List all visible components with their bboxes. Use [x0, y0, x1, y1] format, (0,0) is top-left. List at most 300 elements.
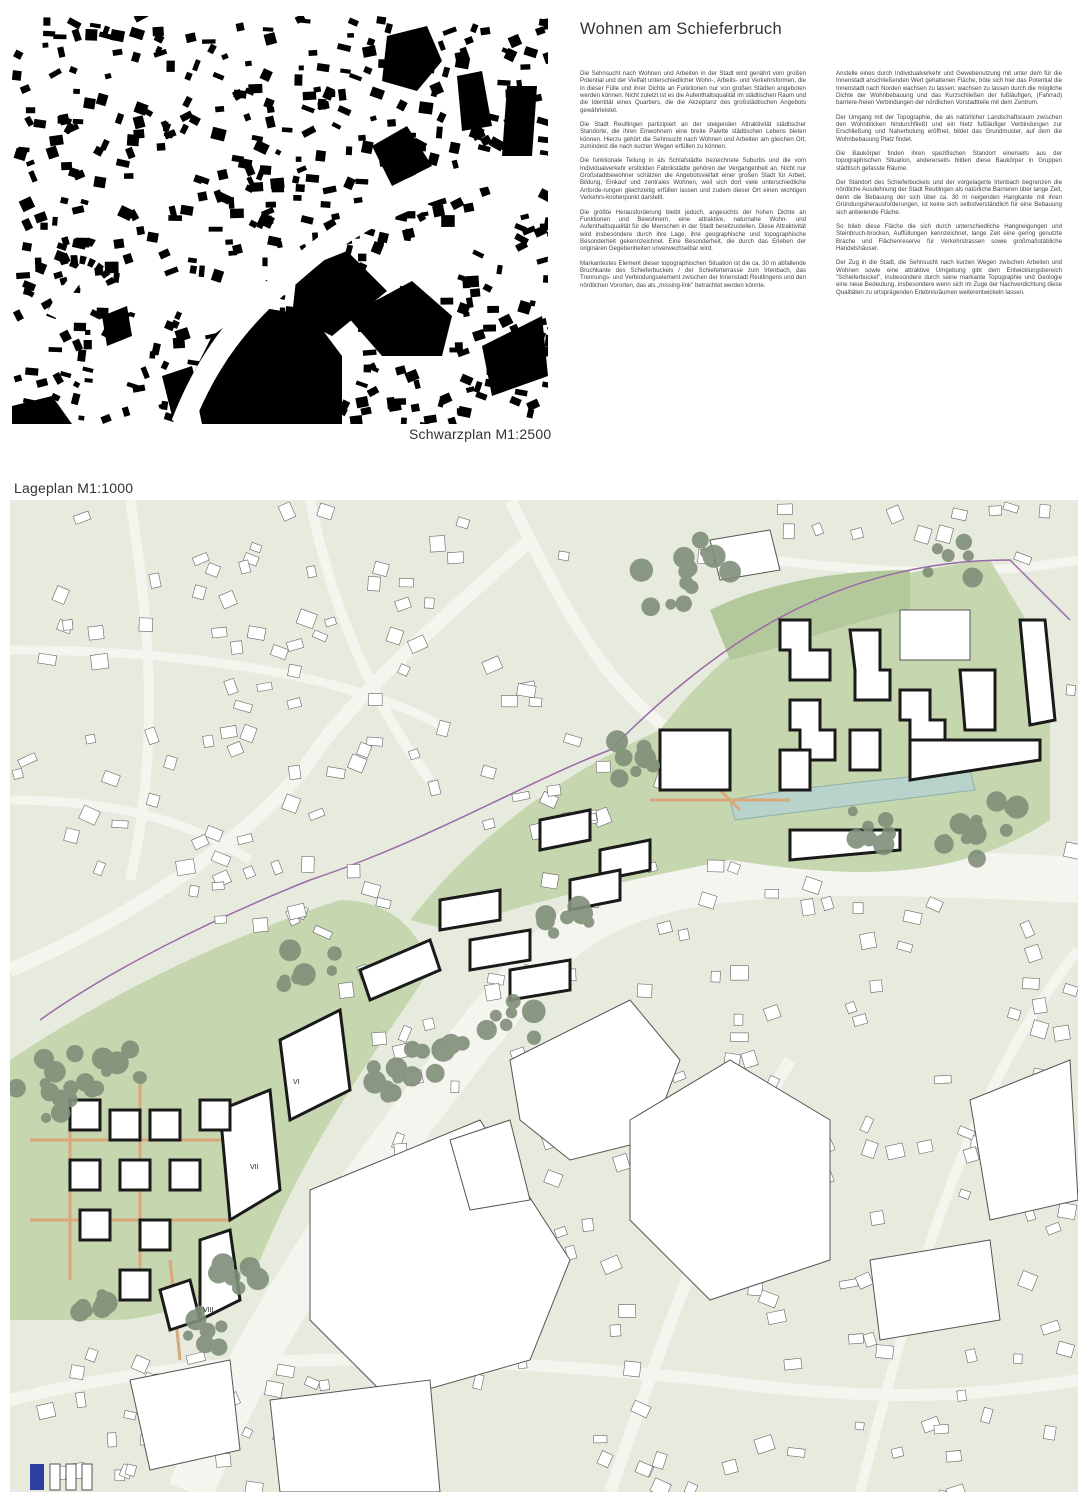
- building-footprint: [440, 298, 453, 305]
- building-footprint: [455, 56, 470, 70]
- building-footprint: [413, 380, 420, 390]
- building-footprint: [306, 174, 320, 183]
- building-footprint: [131, 52, 141, 63]
- building-footprint: [337, 105, 351, 116]
- house: [212, 627, 228, 638]
- house: [529, 697, 542, 706]
- building-footprint: [180, 205, 194, 216]
- house: [501, 695, 517, 706]
- building-footprint: [293, 195, 301, 201]
- building-footprint: [35, 258, 42, 270]
- building-footprint: [158, 248, 171, 259]
- building-footprint: [52, 217, 58, 226]
- tree: [873, 834, 894, 855]
- building-footprint: [202, 39, 216, 44]
- tree: [490, 1010, 502, 1022]
- house: [176, 859, 196, 876]
- tree: [34, 1049, 54, 1069]
- building-footprint: [127, 134, 140, 146]
- house: [487, 973, 505, 985]
- building-footprint: [161, 361, 170, 371]
- building-footprint: [472, 249, 484, 258]
- house: [301, 856, 314, 872]
- house: [517, 683, 537, 697]
- building-footprint: [100, 414, 111, 424]
- building-footprint: [282, 127, 293, 132]
- building-footprint: [264, 32, 278, 46]
- building-footprint: [13, 50, 23, 60]
- house: [399, 578, 413, 587]
- house: [107, 1433, 116, 1447]
- building-footprint: [294, 74, 302, 85]
- building-footprint: [276, 241, 282, 248]
- building-footprint: [129, 27, 145, 40]
- building-footprint: [251, 135, 263, 142]
- tree: [196, 1335, 214, 1353]
- paragraph: Der Umgang mit der Topographie, die als natürlicher Landschaftsraum zwischen den Wohnblicken hindurchfließt und ein Netz fußläufiger Verbindungen zur Erschließung und Naherholung eröffnet, bildet das Grundmuster, auf dem die Wohnbebauung Platz findet.: [836, 113, 1062, 143]
- building-footprint: [147, 232, 159, 243]
- house: [637, 984, 652, 998]
- building-footprint: [184, 72, 192, 81]
- building-footprint: [267, 106, 275, 113]
- building-footprint: [363, 66, 372, 75]
- building-footprint: [67, 17, 82, 29]
- house: [623, 1361, 641, 1377]
- house: [264, 1381, 283, 1398]
- building-footprint: [189, 265, 197, 274]
- building-footprint: [185, 32, 197, 43]
- tree: [402, 1066, 422, 1086]
- building-footprint: [526, 399, 540, 411]
- building-footprint: [211, 269, 224, 283]
- house: [247, 626, 266, 641]
- tree: [293, 963, 316, 986]
- building-footprint: [238, 158, 253, 170]
- building-footprint: [73, 119, 84, 124]
- tree: [477, 1020, 497, 1040]
- building-footprint: [16, 272, 30, 279]
- site-plan-map: [10, 500, 1078, 1492]
- building-footprint: [199, 265, 205, 277]
- tree: [506, 994, 521, 1009]
- building-footprint: [104, 73, 111, 79]
- paragraph: Der Zug in die Stadt, die Sehnsucht nach kurzen Wegen zwischen Arbeiten und Wohnen sowie eine attraktive Umgebung gibt dem Entwicklungsbereich "Schieferbuckel", insbesondere durch seine markante Topographie und Geologie eine neue Bedeutung, insbesondere wenn sich im Zuge der Nachverdichtung diese Qualitäten zu ortsprägenden Erlebnisräumen weiterentwickeln lassen.: [836, 259, 1062, 296]
- house: [230, 641, 243, 655]
- building-footprint: [498, 314, 513, 329]
- building-footprint: [270, 177, 285, 189]
- house: [707, 860, 724, 872]
- building-footprint: [401, 417, 407, 424]
- house: [423, 1018, 436, 1031]
- building-footprint: [346, 146, 353, 155]
- building-footprint: [295, 184, 304, 192]
- tree: [455, 1036, 470, 1051]
- building-footprint: [230, 209, 244, 219]
- building-footprint: [24, 116, 34, 127]
- building-footprint: [360, 407, 371, 416]
- building-footprint: [387, 397, 396, 410]
- building-footprint: [322, 86, 335, 101]
- building-footprint: [69, 66, 78, 74]
- house: [212, 882, 224, 890]
- building-footprint: [515, 389, 528, 397]
- tree: [84, 1081, 100, 1097]
- building-footprint: [358, 254, 366, 262]
- building-footprint: [358, 135, 366, 141]
- building-footprint: [463, 202, 474, 212]
- building-footprint: [318, 99, 327, 110]
- building-footprint: [141, 366, 150, 379]
- building-footprint: [466, 275, 479, 287]
- tree: [583, 917, 594, 928]
- house: [12, 768, 23, 779]
- house: [75, 1392, 86, 1408]
- building-footprint: [547, 325, 548, 333]
- tree: [133, 1071, 145, 1083]
- building-footprint: [370, 86, 385, 99]
- building-footprint: [43, 17, 50, 25]
- building-footprint: [58, 116, 66, 124]
- building-footprint: [248, 84, 262, 94]
- tree: [527, 1031, 541, 1045]
- tree: [692, 532, 709, 549]
- building-footprint: [93, 176, 106, 188]
- tree: [560, 910, 574, 924]
- building-footprint: [418, 101, 433, 114]
- building-footprint: [387, 119, 396, 127]
- house: [876, 1345, 894, 1360]
- tree: [535, 905, 556, 926]
- building-footprint: [78, 415, 84, 420]
- house: [853, 903, 863, 914]
- house: [1057, 1202, 1076, 1219]
- tree: [986, 791, 1006, 811]
- house: [765, 890, 779, 899]
- building-footprint: [60, 197, 69, 205]
- tree: [942, 549, 955, 562]
- building-footprint: [303, 91, 317, 100]
- building-footprint: [49, 135, 64, 147]
- paragraph: Die Sehnsucht nach Wohnen und Arbeiten in der Stadt wird genährt vom großen Potential und der Vielfalt unterschiedlicher Wohn-, Arbeits- und Verkehrsformen, die in dieser Fülle und ihrer Dichte an Funktionen nur von großen Städten angeboten werden können. Nicht zuletzt ist es die Aufenthaltsqualität im städtischen Raum und die Identität eines Quartiers, die die Akzeptanz des großstädtischen Angebots gewährleistet.: [580, 70, 806, 114]
- building-footprint: [538, 188, 548, 202]
- building-footprint: [458, 406, 472, 418]
- house: [220, 725, 237, 739]
- tree: [384, 1084, 402, 1102]
- tree: [500, 1019, 512, 1031]
- building-footprint: [26, 107, 35, 113]
- building-footprint: [260, 68, 273, 82]
- building-footprint: [543, 275, 548, 283]
- building-footprint: [34, 211, 48, 223]
- building-footprint: [363, 349, 377, 356]
- building-footprint: [136, 226, 145, 235]
- building-footprint: [112, 49, 122, 56]
- building-footprint: [470, 23, 478, 33]
- tree: [940, 834, 950, 844]
- tree: [66, 1045, 83, 1062]
- house: [859, 932, 876, 950]
- building-footprint: [396, 99, 408, 111]
- building-footprint: [480, 27, 490, 35]
- building-footprint: [110, 29, 125, 42]
- house: [957, 1390, 967, 1402]
- house: [1039, 504, 1050, 518]
- tree: [426, 1064, 445, 1083]
- tree: [1000, 824, 1013, 837]
- tree: [183, 1331, 193, 1341]
- tree: [124, 1044, 136, 1056]
- paragraph: Die Stadt Reutlingen partizipiert an der steigenden Attraktivität städtischer Standorte, die ihren Einwohnern eine breite Palette städtischen Lebens bieten können. Hierzu gehört die Sehnsucht nach Wohnen und Arbeiten am gleichen Ort, zumindest die nach kurzen Wegen erfüllen zu können.: [580, 121, 806, 151]
- house: [848, 1334, 863, 1344]
- tree: [862, 821, 874, 833]
- building-footprint: [210, 127, 226, 142]
- building-footprint: [356, 380, 369, 388]
- tree: [208, 1263, 229, 1284]
- building-footprint: [301, 126, 316, 138]
- building-footprint: [245, 61, 252, 67]
- storey-label-vi: VI: [293, 1079, 300, 1086]
- building-footprint: [115, 113, 124, 125]
- building-footprint: [483, 325, 496, 332]
- building-footprint: [411, 403, 420, 412]
- tree: [932, 543, 943, 554]
- tree: [923, 567, 934, 578]
- building-footprint: [133, 115, 146, 129]
- building-footprint: [523, 46, 538, 58]
- house: [1066, 685, 1076, 696]
- large-buildings: [12, 26, 548, 424]
- house: [547, 785, 561, 797]
- building-footprint: [509, 396, 522, 407]
- building-footprint: [376, 16, 386, 25]
- house: [347, 864, 360, 878]
- building-footprint: [192, 59, 201, 71]
- building-footprint: [508, 34, 523, 48]
- tree: [327, 946, 342, 961]
- tree: [522, 999, 546, 1023]
- building-footprint: [466, 386, 475, 393]
- lageplan-site-plan: [10, 500, 1078, 1492]
- house: [368, 576, 381, 591]
- building-footprint: [113, 238, 124, 248]
- building-footprint: [436, 112, 446, 123]
- tree: [548, 927, 559, 938]
- building-footprint: [174, 311, 182, 320]
- building-footprint: [520, 213, 529, 220]
- building-footprint: [149, 351, 155, 359]
- building-footprint: [90, 23, 101, 29]
- building-footprint: [166, 61, 174, 72]
- building-footprint: [225, 239, 233, 245]
- house: [306, 566, 316, 578]
- building-footprint: [53, 34, 66, 39]
- building-footprint: [355, 179, 368, 185]
- house: [784, 1358, 802, 1370]
- building-footprint: [122, 406, 131, 417]
- house: [787, 1447, 805, 1457]
- building-footprint: [470, 288, 481, 297]
- tree: [968, 850, 986, 868]
- building-footprint: [25, 367, 39, 375]
- building-footprint: [60, 371, 72, 378]
- building-footprint: [348, 17, 359, 26]
- house: [64, 828, 80, 844]
- house: [734, 1014, 743, 1025]
- house: [62, 619, 73, 630]
- tree: [961, 833, 972, 844]
- building-footprint: [84, 340, 92, 349]
- building-marker: [66, 1464, 76, 1490]
- building-footprint: [243, 113, 251, 121]
- tree: [963, 550, 974, 561]
- building-footprint: [72, 339, 83, 352]
- building-footprint: [215, 106, 224, 113]
- house: [989, 506, 1002, 516]
- house: [558, 551, 569, 561]
- house: [88, 625, 104, 640]
- house: [1053, 1025, 1070, 1041]
- building-footprint: [125, 147, 135, 159]
- house: [596, 761, 610, 772]
- building-footprint: [157, 143, 166, 151]
- house: [338, 982, 354, 999]
- tree: [363, 1071, 386, 1094]
- house: [1022, 978, 1039, 990]
- building-footprint: [22, 242, 32, 252]
- house: [541, 873, 559, 889]
- paragraph: Der Standort des Schieferbuckels und der vorgelagerte Irtenbach begrenzen die nördliche Ausdehnung der Stadt Reutlingen als natürliche Barrieren über lange Zeit, denn die Bebauung der sich über ca. 30 m neigenden Hangkante mit ihren Gründungsherausforderungen, ist keine sich selbstverständlich für eine Bebauung sich anbietende Fläche.: [836, 179, 1062, 216]
- house: [619, 1304, 636, 1317]
- building-footprint: [48, 347, 62, 352]
- house: [112, 820, 128, 828]
- tree: [848, 806, 858, 816]
- building-footprint: [536, 257, 548, 265]
- paragraph: Markantestes Element dieser topographischen Situation ist die ca. 30 m abfallende Bruchkante des Schieferbuckels / der Schieferterrasse zum Irtenbach, das Trennungs- und Verbindungselement zwischen der Innenstadt Reutlingens und den nördlichen Vororten, das als „missing-link" betrachtet werden könnte.: [580, 259, 806, 289]
- building-footprint: [59, 330, 72, 343]
- building-footprint: [340, 68, 351, 73]
- building-footprint: [317, 63, 330, 72]
- house: [189, 885, 200, 897]
- tree: [92, 1298, 112, 1318]
- building-footprint: [43, 31, 55, 37]
- tree: [956, 534, 972, 550]
- house: [582, 1218, 594, 1232]
- house: [730, 1033, 748, 1042]
- house: [372, 1032, 387, 1045]
- building-footprint: [520, 64, 530, 70]
- building-footprint: [124, 173, 133, 179]
- house: [139, 618, 153, 632]
- building-footprint: [450, 197, 464, 210]
- building-footprint: [355, 396, 369, 408]
- building-footprint: [83, 97, 96, 109]
- building-footprint: [253, 140, 270, 155]
- figure-ground-map: [12, 16, 548, 424]
- tree: [97, 1289, 108, 1300]
- tree: [70, 1302, 89, 1321]
- house: [783, 524, 794, 539]
- tree: [610, 769, 628, 787]
- building-footprint: [542, 381, 548, 388]
- building-footprint: [40, 223, 47, 230]
- house: [451, 1081, 459, 1093]
- house: [424, 598, 434, 609]
- building-footprint: [442, 27, 457, 36]
- building-footprint: [464, 36, 474, 45]
- building-footprint: [263, 27, 274, 32]
- building-footprint: [367, 386, 380, 397]
- tree: [41, 1113, 51, 1123]
- building-footprint: [438, 40, 446, 51]
- building-footprint: [436, 126, 443, 138]
- building-footprint: [322, 185, 336, 194]
- building-footprint: [82, 367, 93, 374]
- building-footprint: [449, 142, 461, 155]
- text-column-1: [580, 70, 806, 296]
- building-footprint: [123, 253, 134, 264]
- building-footprint: [540, 224, 548, 231]
- building-footprint: [182, 96, 192, 108]
- building-footprint: [14, 374, 23, 382]
- house: [319, 1380, 330, 1391]
- building-footprint: [249, 220, 258, 229]
- building-footprint: [421, 211, 429, 216]
- building-footprint: [275, 149, 282, 156]
- building-footprint: [84, 378, 93, 383]
- building-footprint: [72, 29, 82, 42]
- building-footprint: [152, 27, 164, 37]
- building-footprint: [364, 365, 372, 373]
- building-footprint: [347, 33, 354, 38]
- house: [1014, 1354, 1023, 1364]
- building-footprint: [370, 115, 377, 121]
- building-footprint: [487, 306, 499, 313]
- tree: [279, 939, 301, 961]
- building-footprint: [449, 348, 461, 353]
- building-footprint: [496, 265, 502, 275]
- building-footprint: [46, 145, 60, 159]
- lageplan-caption: Lageplan M1:1000: [14, 480, 134, 496]
- building-footprint: [262, 257, 267, 266]
- house: [85, 734, 95, 744]
- tree: [279, 975, 290, 986]
- building-footprint: [331, 122, 341, 130]
- building-marker: [50, 1464, 60, 1490]
- building-footprint: [28, 170, 37, 182]
- house: [777, 504, 792, 515]
- tree: [615, 749, 633, 767]
- house: [870, 980, 883, 993]
- building-footprint: [292, 175, 300, 183]
- house: [253, 918, 269, 933]
- tree: [1004, 799, 1020, 815]
- house: [855, 1422, 864, 1430]
- building-footprint: [542, 52, 548, 64]
- building-footprint: [236, 22, 245, 31]
- building-footprint: [57, 46, 65, 57]
- paragraph: Anstelle eines durch Individualverkehr und Gewebenutzung mit unter dem für die Innenstadt anschließenden Wert gehaltenen Fläche, böte sich hier das Potential die Innenstadt nach Norden wachsen zu lassen; wachsen zu lassen durch die mögliche Dichte der Wohnbebauung und das Kurzschließen der fußläufigen, (Fahrrad) barriere-freien Verbindungen der nördlichen Vorstadtteile mit dem Zentrum.: [836, 70, 1062, 107]
- storey-label-viii: VIII: [203, 1307, 214, 1314]
- building-footprint: [343, 176, 356, 190]
- tree: [92, 1047, 114, 1069]
- building-footprint: [13, 309, 24, 321]
- building-footprint: [180, 124, 189, 135]
- house: [288, 765, 301, 780]
- paragraph: Die funktionale Teilung in als Schlafstädte bezeichnete Suburbs und die vom Individualverkehr erstickten Fabrikstädte gehören der Vergangenheit an. Nicht nur Großstadtbewohner schätzen die Angebotsvielfalt einer großen Stadt für Arbeit, Bildung, Einkauf und zentrales Wohnen, weil sich dort viele unterschiedliche Anforde-rungen gleichzeitig erfüllen lassen und zudem dieser Ort einen wichtigen Verkehrs-knotenpunkt darstellt.: [580, 157, 806, 202]
- building-footprint: [265, 116, 276, 129]
- building-footprint: [460, 374, 474, 386]
- building-footprint: [266, 202, 276, 208]
